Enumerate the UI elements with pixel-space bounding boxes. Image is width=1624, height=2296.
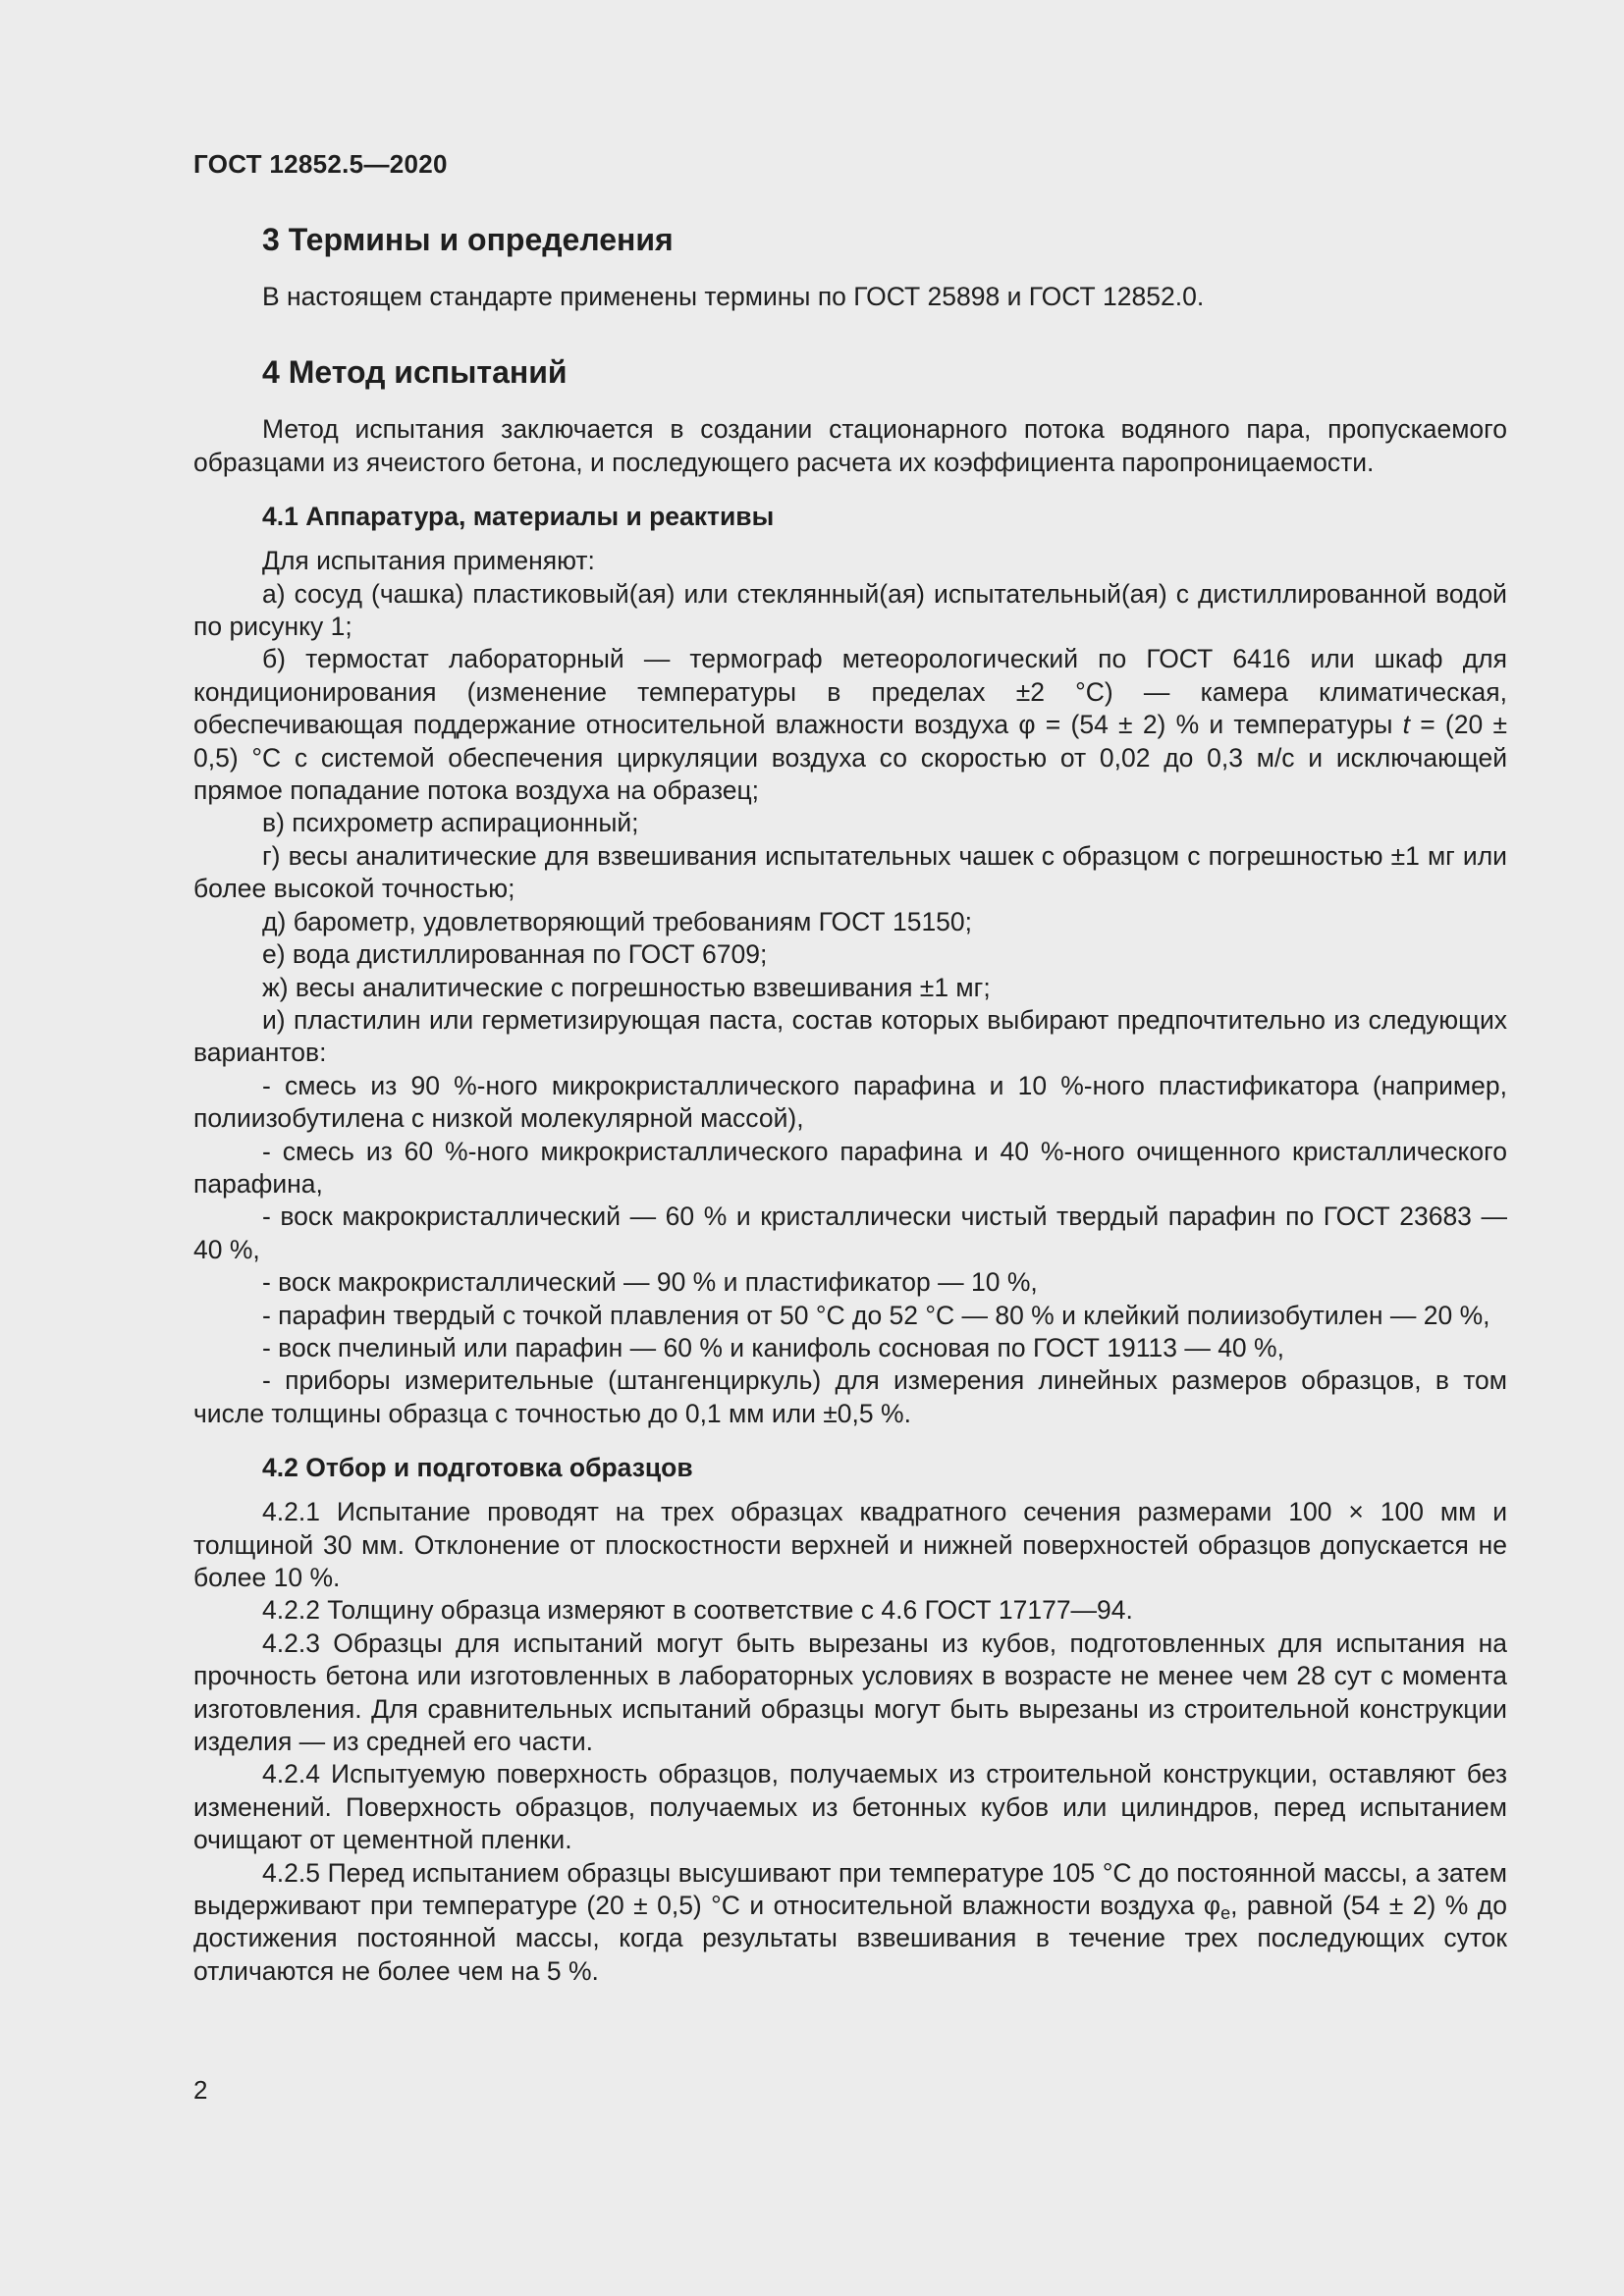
paragraph-4-2-5 <box>193 1857 1507 1989</box>
option-1: - смесь из 90 %-ного микрокристаллического парафина и 10 %-ного пластификатора (например, полиизобутилена с низкой молекулярной массой), <box>193 1070 1507 1134</box>
paragraph-4-2-3: 4.2.3 Образцы для испытаний могут быть вырезаны из кубов, подготовленных для испытания на прочность бетона или изготовленных в лабораторных условиях в возрасте не менее чем 28 сут с момента изготовления. Для сравнительных испытаний образцы могут быть вырезаны из строительной конструкции изделия — из средней его части. <box>193 1628 1507 1757</box>
document-header-id: ГОСТ 12852.5—2020 <box>193 149 448 179</box>
list-item-b-part2: = (20 ± 0,5) °С с системой обеспечения циркуляции воздуха со скоростью от 0,02 до 0,3 м/с и исключающей прямое попадание потока воздуха на образец; <box>193 710 1507 806</box>
page-number: 2 <box>193 2075 208 2105</box>
section-4-2-title: 4.2 Отбор и подготовка образцов <box>262 1453 693 1483</box>
section-4-intro: Метод испытания заключается в создании стационарного потока водяного пара, пропускаемого образцами из ячеистого бетона, и последующего расчета их коэффициента паропроницаемости. <box>193 414 1507 477</box>
section-4-1-title: 4.1 Аппаратура, материалы и реактивы <box>262 502 775 532</box>
section-4-1-lead: Для испытания применяют: <box>262 546 595 576</box>
list-item-b <box>193 643 1507 807</box>
paragraph-4-2-4: 4.2.4 Испытуемую поверхность образцов, получаемых из строительной конструкции, оставляют без изменений. Поверхность образцов, получаемых из бетонных кубов или цилиндров, перед испытанием очищают от цементной пленки. <box>193 1759 1507 1855</box>
list-item-i: и) пластилин или герметизирующая паста, состав которых выбирают предпочтительно из следующих вариантов: <box>193 1004 1507 1068</box>
list-item-zh: ж) весы аналитические с погрешностью взвешивания ±1 мг; <box>262 972 991 1002</box>
paragraph-4-2-2: 4.2.2 Толщину образца измеряют в соответствие с 4.6 ГОСТ 17177—94. <box>262 1595 1133 1626</box>
list-item-d: д) барометр, удовлетворяющий требованиям ГОСТ 15150; <box>262 906 973 936</box>
option-4: - воск макрокристаллический — 90 % и пластификатор — 10 %, <box>262 1267 1038 1298</box>
section-4-title: 4 Метод испытаний <box>262 354 568 391</box>
list-item-a: а) сосуд (чашка) пластиковый(ая) или стеклянный(ая) испытательный(ая) с дистиллированной водой по рисунку 1; <box>193 578 1507 642</box>
option-7: - приборы измерительные (штангенциркуль) для измерения линейных размеров образцов, в том числе толщины образца с точностью до 0,1 мм или ±0,5 %. <box>193 1365 1507 1428</box>
list-item-e: е) вода дистиллированная по ГОСТ 6709; <box>262 939 768 970</box>
list-item-g: г) весы аналитические для взвешивания испытательных чашек с образцом с погрешностью ±1 мг или более высокой точностью; <box>193 840 1507 904</box>
option-5: - парафин твердый с точкой плавления от 50 °С до 52 °С — 80 % и клейкий полиизобутилен — 20 %, <box>262 1300 1490 1330</box>
option-2: - смесь из 60 %-ного микрокристаллического парафина и 40 %-ного очищенного кристаллического парафина, <box>193 1136 1507 1199</box>
temperature-variable: t <box>1402 710 1410 740</box>
paragraph-4-2-1: 4.2.1 Испытание проводят на трех образцах квадратного сечения размерами 100 × 100 мм и толщиной 30 мм. Отклонение от плоскостности верхней и нижней поверхностей образцов допускается не более 10 %. <box>193 1497 1507 1592</box>
list-item-v: в) психрометр аспирационный; <box>262 808 639 838</box>
paragraph-4-2-5-part2: , равной (54 ± 2) % до достижения постоянной массы, когда результаты взвешивания в течение трех последующих суток отличаются не более чем на 5 %. <box>193 1891 1507 1986</box>
section-3-text: В настоящем стандарте применены термины по ГОСТ 25898 и ГОСТ 12852.0. <box>262 282 1205 311</box>
list-item-b-part1: б) термостат лабораторный — термограф метеорологический по ГОСТ 6416 или шкаф для кондиционирования (изменение температуры в пределах ±2 °С) — камера климатическая, обеспечивающая поддержание относительной влажности воздуха φ = (54 ± 2) % и температуры <box>193 644 1507 740</box>
document-body <box>193 220 1507 1988</box>
paragraph-4-2-5-part1: 4.2.5 Перед испытанием образцы высушивают при температуре 105 °С до постоянной массы, а затем выдерживают при температуре (20 ± 0,5) °С и относительной влажности воздуха φ <box>193 1857 1507 1921</box>
section-3-title: 3 Термины и определения <box>262 222 674 257</box>
option-3: - воск макрокристаллический — 60 % и кристаллически чистый твердый парафин по ГОСТ 23683 — 40 %, <box>193 1201 1507 1264</box>
humidity-subscript: e <box>1220 1903 1231 1924</box>
option-6: - воск пчелиный или парафин — 60 % и канифоль сосновая по ГОСТ 19113 — 40 %, <box>262 1332 1284 1362</box>
